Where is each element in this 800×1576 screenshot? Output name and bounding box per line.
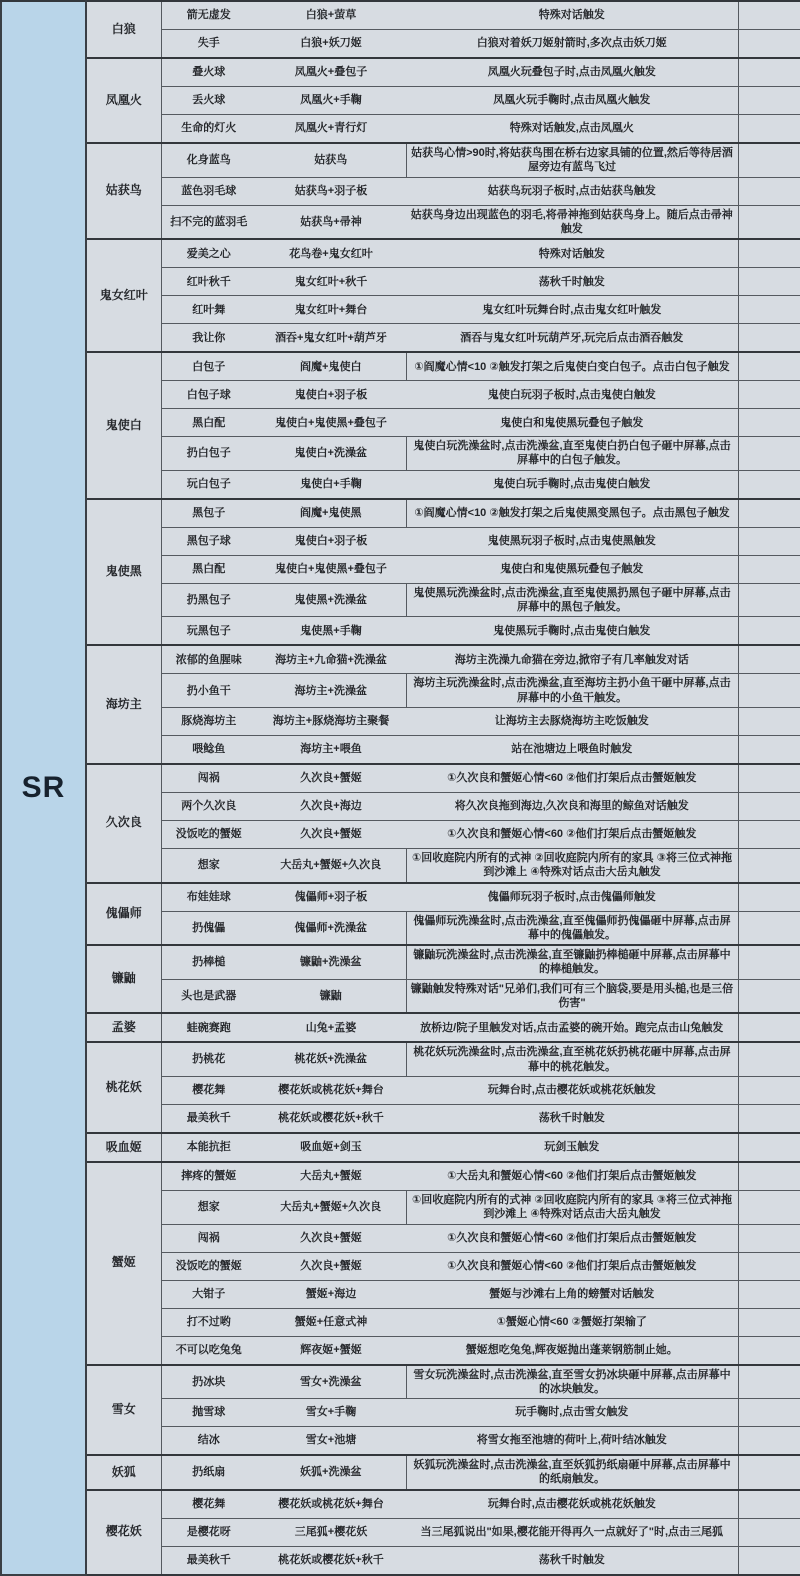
empty-cell [738,470,800,499]
interaction-name-cell: 摔疼的蟹姬 [161,1162,256,1191]
trigger-cell: 鬼使白和鬼使黑玩叠包子触发 [406,409,738,437]
character-cell: 镰鼬 [86,945,161,1013]
combo-cell: 吸血姬+剑玉 [256,1133,406,1162]
trigger-cell: 将雪女拖至池塘的荷叶上,荷叶结冰触发 [406,1427,738,1456]
empty-cell [738,674,800,708]
trigger-cell: 鬼使黑玩洗澡盆时,点击洗澡盆,直至鬼使黑扔黑包子砸中屏幕,点击屏幕中的黑包子触发。 [406,583,738,617]
character-cell: 凤凰火 [86,58,161,143]
empty-cell [738,707,800,735]
character-cell: 孟婆 [86,1013,161,1042]
interaction-name-cell: 蓝色羽毛球 [161,177,256,205]
table-row [1,883,800,912]
combo-cell: 妖狐+洗澡盆 [256,1455,406,1490]
character-cell: 鬼女红叶 [86,239,161,352]
table-row [1,1042,800,1076]
interaction-name-cell: 闯祸 [161,764,256,793]
combo-cell: 大岳丸+蟹姬+久次良 [256,848,406,882]
trigger-cell: 站在池塘边上喂鱼时触发 [406,735,738,764]
combo-cell: 花鸟卷+鬼女红叶 [256,239,406,268]
character-cell: 樱花妖 [86,1490,161,1575]
interaction-name-cell: 白包子球 [161,381,256,409]
combo-cell: 樱花妖或桃花妖+舞台 [256,1076,406,1104]
combo-cell: 雪女+洗澡盆 [256,1365,406,1399]
combo-cell: 辉夜姬+蟹姬 [256,1336,406,1365]
combo-cell: 大岳丸+蟹姬+久次良 [256,1190,406,1224]
combo-cell: 凤凰火+叠包子 [256,58,406,87]
interaction-name-cell: 两个久次良 [161,792,256,820]
interaction-name-cell: 不可以吃兔兔 [161,1336,256,1365]
tier-cell: SR [1,1,86,1575]
table-row [1,352,800,381]
empty-cell [738,1336,800,1365]
trigger-cell: 鬼使白玩洗澡盆时,点击洗澡盆,直至鬼使白扔白包子砸中屏幕,点击屏幕中的白包子触发。 [406,437,738,471]
trigger-cell: 白狼对着妖刀姬射箭时,多次点击妖刀姬 [406,30,738,59]
interaction-name-cell: 扔桃花 [161,1042,256,1076]
empty-cell [738,409,800,437]
trigger-cell: 特殊对话触发,点击凤凰火 [406,115,738,144]
trigger-cell: ①久次良和蟹姬心情<60 ②他们打架后点击蟹姬触发 [406,820,738,848]
table-row [1,1013,800,1042]
table-row [1,1,800,30]
character-cell: 雪女 [86,1365,161,1456]
interaction-name-cell: 黑包子 [161,499,256,528]
combo-cell: 阎魔+鬼使白 [256,352,406,381]
combo-cell: 久次良+蟹姬 [256,820,406,848]
empty-cell [738,115,800,144]
empty-cell [738,1042,800,1076]
table-row [1,58,800,87]
trigger-cell: ①阎魔心情<10 ②触发打架之后鬼使白变白包子。点击白包子触发 [406,352,738,381]
interaction-name-cell: 蛙碗赛跑 [161,1013,256,1042]
empty-cell [738,268,800,296]
character-cell: 蟹姬 [86,1162,161,1365]
trigger-cell: 让海坊主去豚烧海坊主吃饭触发 [406,707,738,735]
interaction-name-cell: 结冰 [161,1427,256,1456]
trigger-cell: 将久次良拖到海边,久次良和海里的鲸鱼对话触发 [406,792,738,820]
interaction-name-cell: 是樱花呀 [161,1518,256,1546]
character-cell: 姑获鸟 [86,143,161,239]
interaction-name-cell: 打不过哟 [161,1308,256,1336]
empty-cell [738,381,800,409]
combo-cell: 三尾狐+樱花妖 [256,1518,406,1546]
empty-cell [738,1546,800,1575]
trigger-cell: 镰鼬触发特殊对话"兄弟们,我们可有三个脑袋,要是用头槌,也是三倍伤害" [406,979,738,1013]
interaction-name-cell: 叠火球 [161,58,256,87]
combo-cell: 酒吞+鬼女红叶+葫芦牙 [256,324,406,353]
trigger-cell: 鬼使白玩羽子板时,点击鬼使白触发 [406,381,738,409]
character-cell: 白狼 [86,1,161,58]
trigger-cell: 鬼使白和鬼使黑玩叠包子触发 [406,555,738,583]
trigger-cell: 荡秋千时触发 [406,268,738,296]
empty-cell [738,945,800,979]
combo-cell: 樱花妖或桃花妖+舞台 [256,1490,406,1519]
empty-cell [738,296,800,324]
empty-cell [738,848,800,882]
interaction-name-cell: 玩黑包子 [161,617,256,646]
interaction-name-cell: 本能抗拒 [161,1133,256,1162]
combo-cell: 久次良+海边 [256,792,406,820]
trigger-cell: 放桥边/院子里触发对话,点击孟婆的碗开始。跑完点击山兔触发 [406,1013,738,1042]
combo-cell: 姑获鸟+帚神 [256,205,406,239]
trigger-cell: 特殊对话触发 [406,239,738,268]
trigger-cell: 鬼使黑玩羽子板时,点击鬼使黑触发 [406,527,738,555]
combo-cell: 鬼使白+羽子板 [256,527,406,555]
trigger-cell: ①久次良和蟹姬心情<60 ②他们打架后点击蟹姬触发 [406,1224,738,1252]
combo-cell: 鬼使黑+洗澡盆 [256,583,406,617]
empty-cell [738,883,800,912]
empty-cell [738,911,800,945]
combo-cell: 姑获鸟+羽子板 [256,177,406,205]
character-cell: 妖狐 [86,1455,161,1490]
combo-cell: 凤凰火+手鞠 [256,87,406,115]
empty-cell [738,1190,800,1224]
empty-cell [738,1104,800,1133]
interaction-name-cell: 黑包子球 [161,527,256,555]
trigger-cell: 玩舞台时,点击樱花妖或桃花妖触发 [406,1076,738,1104]
combo-cell: 海坊主+九命猫+洗澡盆 [256,645,406,674]
empty-cell [738,499,800,528]
trigger-cell: ①大岳丸和蟹姬心情<60 ②他们打架后点击蟹姬触发 [406,1162,738,1191]
interaction-name-cell: 最美秋千 [161,1546,256,1575]
empty-cell [738,617,800,646]
empty-cell [738,979,800,1013]
combo-cell: 阎魔+鬼使黑 [256,499,406,528]
trigger-cell: 雪女玩洗澡盆时,点击洗澡盆,直至雪女扔冰块砸中屏幕,点击屏幕中的冰块触发。 [406,1365,738,1399]
interaction-name-cell: 我让你 [161,324,256,353]
interaction-name-cell: 豚烧海坊主 [161,707,256,735]
combo-cell: 蟹姬+任意式神 [256,1308,406,1336]
combo-cell: 桃花妖或樱花妖+秋千 [256,1104,406,1133]
character-cell: 海坊主 [86,645,161,764]
empty-cell [738,1399,800,1427]
empty-cell [738,1490,800,1519]
interaction-name-cell: 想家 [161,1190,256,1224]
interaction-name-cell: 布娃娃球 [161,883,256,912]
interaction-name-cell: 黑白配 [161,555,256,583]
trigger-cell: ①回收庭院内所有的式神 ②回收庭院内所有的家具 ③将三位式神拖到沙滩上 ④特殊对话点击大岳丸触发 [406,1190,738,1224]
empty-cell [738,555,800,583]
trigger-cell: 姑获鸟玩羽子板时,点击姑获鸟触发 [406,177,738,205]
table-row [1,499,800,528]
trigger-cell: ①蟹姬心情<60 ②蟹姬打架输了 [406,1308,738,1336]
empty-cell [738,1427,800,1456]
combo-cell: 久次良+蟹姬 [256,1224,406,1252]
trigger-cell: 凤凰火玩手鞠时,点击凤凰火触发 [406,87,738,115]
interaction-name-cell: 喂鲶鱼 [161,735,256,764]
trigger-cell: ①阎魔心情<10 ②触发打架之后鬼使黑变黑包子。点击黑包子触发 [406,499,738,528]
empty-cell [738,177,800,205]
table-row [1,1133,800,1162]
interaction-name-cell: 扔黑包子 [161,583,256,617]
trigger-cell: 凤凰火玩叠包子时,点击凤凰火触发 [406,58,738,87]
empty-cell [738,205,800,239]
empty-cell [738,583,800,617]
combo-cell: 海坊主+喂鱼 [256,735,406,764]
combo-cell: 镰鼬 [256,979,406,1013]
empty-cell [738,1455,800,1490]
empty-cell [738,1224,800,1252]
interaction-name-cell: 抛雪球 [161,1399,256,1427]
interaction-name-cell: 扔纸扇 [161,1455,256,1490]
trigger-cell: 鬼使黑玩手鞠时,点击鬼使白触发 [406,617,738,646]
empty-cell [738,645,800,674]
combo-cell: 久次良+蟹姬 [256,764,406,793]
trigger-cell: 妖狐玩洗澡盆时,点击洗澡盆,直至妖狐扔纸扇砸中屏幕,点击屏幕中的纸扇触发。 [406,1455,738,1490]
trigger-cell: 酒吞与鬼女红叶玩葫芦牙,玩完后点击酒吞触发 [406,324,738,353]
interaction-name-cell: 红叶秋千 [161,268,256,296]
combo-cell: 海坊主+豚烧海坊主聚餐 [256,707,406,735]
trigger-cell: 傀儡师玩羽子板时,点击傀儡师触发 [406,883,738,912]
interaction-name-cell: 扫不完的蓝羽毛 [161,205,256,239]
combo-cell: 久次良+蟹姬 [256,1252,406,1280]
trigger-cell: 玩手鞠时,点击雪女触发 [406,1399,738,1427]
combo-cell: 白狼+萤草 [256,1,406,30]
trigger-cell: 姑获鸟心情>90时,将姑获鸟围在桥右边家具铺的位置,然后等待居酒屋旁边有蓝鸟飞过 [406,143,738,177]
trigger-cell: 姑获鸟身边出现蓝色的羽毛,将帚神拖到姑获鸟身上。随后点击帚神触发 [406,205,738,239]
empty-cell [738,1162,800,1191]
interaction-name-cell: 丢火球 [161,87,256,115]
table-row [1,764,800,793]
empty-cell [738,87,800,115]
table-row [1,143,800,177]
interaction-name-cell: 扔棒槌 [161,945,256,979]
interaction-name-cell: 头也是武器 [161,979,256,1013]
combo-cell: 凤凰火+青行灯 [256,115,406,144]
combo-cell: 桃花妖或樱花妖+秋千 [256,1546,406,1575]
interaction-name-cell: 浓郁的鱼腥味 [161,645,256,674]
interaction-name-cell: 樱花舞 [161,1490,256,1519]
empty-cell [738,58,800,87]
combo-cell: 蟹姬+海边 [256,1280,406,1308]
interaction-name-cell: 没饭吃的蟹姬 [161,820,256,848]
combo-cell: 大岳丸+蟹姬 [256,1162,406,1191]
trigger-cell: 蟹姬想吃兔兔,辉夜姬抛出蓬莱钢筋制止她。 [406,1336,738,1365]
table-row [1,1490,800,1519]
interaction-name-cell: 没饭吃的蟹姬 [161,1252,256,1280]
empty-cell [738,1308,800,1336]
interaction-name-cell: 红叶舞 [161,296,256,324]
interaction-name-cell: 爱美之心 [161,239,256,268]
empty-cell [738,1076,800,1104]
combo-cell: 山兔+孟婆 [256,1013,406,1042]
trigger-cell: 鬼女红叶玩舞台时,点击鬼女红叶触发 [406,296,738,324]
table-row [1,1162,800,1191]
combo-cell: 傀儡师+羽子板 [256,883,406,912]
interaction-name-cell: 白包子 [161,352,256,381]
empty-cell [738,820,800,848]
trigger-cell: 当三尾狐说出"如果,樱花能开得再久一点就好了"时,点击三尾狐 [406,1518,738,1546]
interaction-name-cell: 玩白包子 [161,470,256,499]
character-cell: 傀儡师 [86,883,161,946]
combo-cell: 镰鼬+洗澡盆 [256,945,406,979]
interaction-name-cell: 箭无虚发 [161,1,256,30]
trigger-cell: ①久次良和蟹姬心情<60 ②他们打架后点击蟹姬触发 [406,1252,738,1280]
trigger-cell: 海坊主玩洗澡盆时,点击洗澡盆,直至海坊主扔小鱼干砸中屏幕,点击屏幕中的小鱼干触发。 [406,674,738,708]
trigger-cell: 蟹姬与沙滩右上角的螃蟹对话触发 [406,1280,738,1308]
empty-cell [738,30,800,59]
table-row [1,1455,800,1490]
empty-cell [738,324,800,353]
character-cell: 鬼使白 [86,352,161,499]
combo-cell: 傀儡师+洗澡盆 [256,911,406,945]
empty-cell [738,527,800,555]
table-row [1,1365,800,1399]
interaction-name-cell: 扔小鱼干 [161,674,256,708]
table-row [1,945,800,979]
trigger-cell: 玩剑玉触发 [406,1133,738,1162]
character-cell: 久次良 [86,764,161,883]
empty-cell [738,1252,800,1280]
combo-cell: 雪女+池塘 [256,1427,406,1456]
empty-cell [738,1518,800,1546]
character-cell: 鬼使黑 [86,499,161,646]
trigger-cell: 荡秋千时触发 [406,1104,738,1133]
empty-cell [738,143,800,177]
combo-cell: 鬼使白+鬼使黑+叠包子 [256,409,406,437]
interaction-name-cell: 扔白包子 [161,437,256,471]
interaction-name-cell: 大钳子 [161,1280,256,1308]
combo-cell: 姑获鸟 [256,143,406,177]
interaction-name-cell: 闯祸 [161,1224,256,1252]
empty-cell [738,352,800,381]
combo-cell: 白狼+妖刀姬 [256,30,406,59]
trigger-cell: 荡秋千时触发 [406,1546,738,1575]
table-row [1,239,800,268]
interaction-name-cell: 想家 [161,848,256,882]
combo-cell: 鬼使白+鬼使黑+叠包子 [256,555,406,583]
interaction-name-cell: 生命的灯火 [161,115,256,144]
empty-cell [738,1280,800,1308]
empty-cell [738,792,800,820]
empty-cell [738,764,800,793]
trigger-cell: 镰鼬玩洗澡盆时,点击洗澡盆,直至镰鼬扔棒槌砸中屏幕,点击屏幕中的棒槌触发。 [406,945,738,979]
combo-cell: 鬼女红叶+秋千 [256,268,406,296]
trigger-cell: 特殊对话触发 [406,1,738,30]
trigger-cell: 玩舞台时,点击樱花妖或桃花妖触发 [406,1490,738,1519]
combo-cell: 鬼使白+洗澡盆 [256,437,406,471]
empty-cell [738,1133,800,1162]
empty-cell [738,1013,800,1042]
interaction-name-cell: 化身蓝鸟 [161,143,256,177]
interaction-name-cell: 樱花舞 [161,1076,256,1104]
trigger-cell: 鬼使白玩手鞠时,点击鬼使白触发 [406,470,738,499]
trigger-cell: ①久次良和蟹姬心情<60 ②他们打架后点击蟹姬触发 [406,764,738,793]
character-cell: 桃花妖 [86,1042,161,1133]
combo-cell: 鬼使黑+手鞠 [256,617,406,646]
interaction-name-cell: 扔冰块 [161,1365,256,1399]
interaction-name-cell: 扔傀儡 [161,911,256,945]
trigger-cell: 傀儡师玩洗澡盆时,点击洗澡盆,直至傀儡师扔傀儡砸中屏幕,点击屏幕中的傀儡触发。 [406,911,738,945]
combo-cell: 海坊主+洗澡盆 [256,674,406,708]
character-cell: 吸血姬 [86,1133,161,1162]
combo-cell: 鬼使白+手鞠 [256,470,406,499]
empty-cell [738,1365,800,1399]
combo-cell: 桃花妖+洗澡盆 [256,1042,406,1076]
empty-cell [738,239,800,268]
combo-cell: 鬼使白+羽子板 [256,381,406,409]
trigger-cell: ①回收庭院内所有的式神 ②回收庭院内所有的家具 ③将三位式神拖到沙滩上 ④特殊对话点击大岳丸触发 [406,848,738,882]
empty-cell [738,437,800,471]
trigger-cell: 海坊主洗澡九命猫在旁边,掀帘子有几率触发对话 [406,645,738,674]
empty-cell [738,735,800,764]
empty-cell [738,1,800,30]
combo-cell: 雪女+手鞠 [256,1399,406,1427]
table-row [1,645,800,674]
interaction-name-cell: 最美秋千 [161,1104,256,1133]
trigger-cell: 桃花妖玩洗澡盆时,点击洗澡盆,直至桃花妖扔桃花砸中屏幕,点击屏幕中的桃花触发。 [406,1042,738,1076]
interaction-name-cell: 失手 [161,30,256,59]
combo-cell: 鬼女红叶+舞台 [256,296,406,324]
interaction-name-cell: 黑白配 [161,409,256,437]
